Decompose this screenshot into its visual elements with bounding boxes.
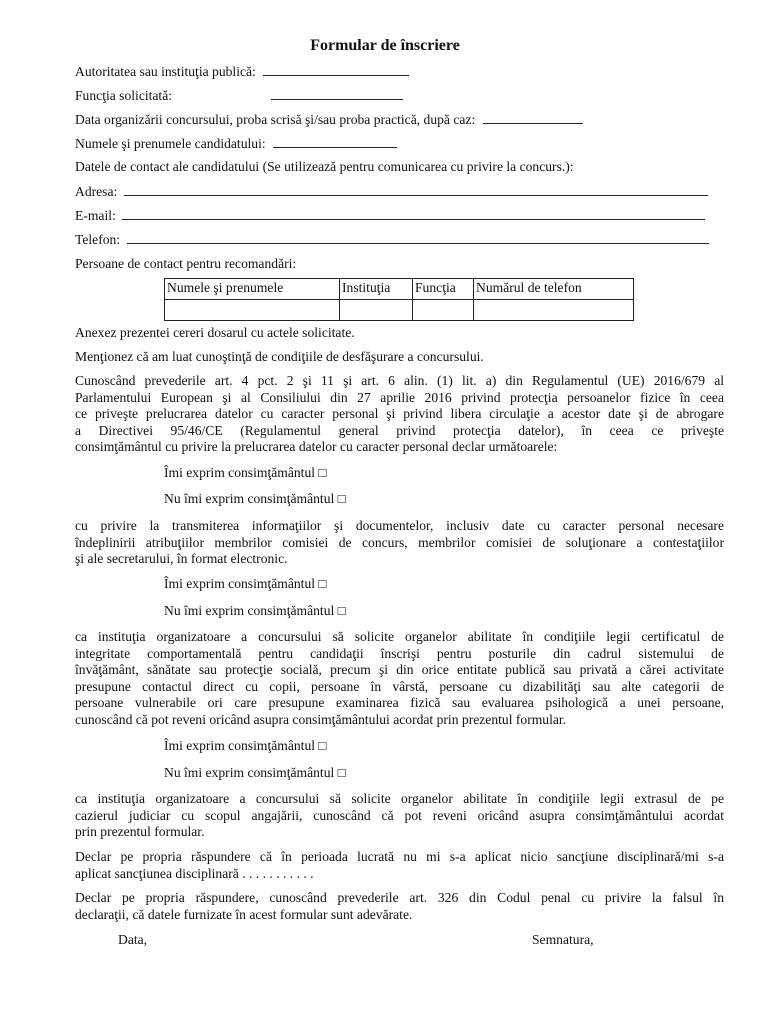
discipline-paragraph — [75, 849, 724, 882]
date-label: Data, — [118, 932, 148, 947]
paragraph-line: îndeplinirii atribuţiilor membrilor comisiei de concurs, membrilor comisiei de soluţionare a contestaţiilor — [75, 534, 724, 550]
annex-statement: Anexez prezentei cereri dosarul cu actele solicitate. — [75, 325, 355, 340]
phone-row — [75, 231, 709, 249]
table-cell-name[interactable] — [165, 300, 340, 321]
position-blank[interactable] — [271, 87, 403, 100]
candidate-name-row — [75, 135, 397, 153]
candidate-name-label: Numele şi prenumele candidatului: — [75, 136, 266, 151]
paragraph-line: Cunoscând prevederile art. 4 pct. 2 şi 11 şi art. 6 alin. (1) lit. a) din Regulamentul (UE) 2016/679 al — [75, 373, 724, 388]
exam-date-blank[interactable] — [483, 111, 583, 124]
paragraph-line: Parlamentului European şi al Consiliului din 27 aprilie 2016 privind protecţia persoanelor fizice în ceea — [75, 389, 724, 405]
paragraph-line: declaraţii, că datele furnizate în acest formular sunt adevărate. — [75, 906, 413, 922]
paragraph-line: persoane vulnerabile ori care presupune examinarea fizică sau evaluarea psihologică a unei persoane, — [75, 695, 724, 710]
consent-agree-3[interactable]: Îmi exprim consimţământul □ — [164, 738, 327, 753]
address-row — [75, 183, 708, 201]
paragraph-line: a Directivei 95/46/CE (Regulamentul general privind protecţia datelor), în ceea ce priveşte — [75, 422, 724, 438]
table-header-phone: Numărul de telefon — [474, 279, 634, 300]
authority-row — [75, 63, 409, 81]
references-label: Persoane de contact pentru recomandări: — [75, 256, 297, 271]
position-label: Funcţia solicitată: — [75, 88, 173, 103]
table-cell-function[interactable] — [413, 300, 474, 321]
criminal-record-paragraph — [75, 791, 724, 841]
gdpr-paragraph — [75, 373, 724, 456]
paragraph-line: integritate comportamentală pentru candidaţii înscrişi pentru posturile din cadrul sistemului de — [75, 645, 724, 661]
email-blank[interactable] — [122, 207, 705, 220]
table-cell-institution[interactable] — [340, 300, 413, 321]
table-header-function: Funcţia — [413, 279, 474, 300]
acknowledge-statement: Menţionez că am luat cunoştinţă de condiţiile de desfăşurare a concursului. — [75, 349, 484, 364]
paragraph-line: presupune contactul direct cu copii, persoane în vârstă, persoane cu dizabilităţi sau alte categorii de — [75, 678, 724, 694]
transmission-paragraph — [75, 518, 724, 568]
paragraph-line: consimţământul cu privire la prelucrarea datelor cu caracter personal declar următoarele: — [75, 439, 558, 454]
contact-intro: Datele de contact ale candidatului (Se utilizează pentru comunicarea cu privire la concurs.): — [75, 159, 574, 174]
authority-blank[interactable] — [263, 63, 409, 76]
phone-blank[interactable] — [127, 231, 709, 244]
paragraph-line: învăţământ, sănătate sau protecţie socială, precum şi din orice entitate publică sau privată a cărei activitate — [75, 662, 724, 677]
email-row — [75, 207, 705, 225]
email-label: E-mail: — [75, 208, 116, 223]
table-row — [165, 300, 634, 321]
paragraph-line: cunoscând că pot reveni oricând asupra consimţământului acordat prin prezentul formular. — [75, 711, 567, 727]
candidate-name-blank[interactable] — [273, 135, 397, 148]
references-table — [164, 278, 634, 321]
table-header-name: Numele şi prenumele — [165, 279, 340, 300]
exam-date-row — [75, 111, 583, 129]
consent-agree-1[interactable]: Îmi exprim consimţământul □ — [164, 465, 327, 480]
integrity-paragraph — [75, 629, 724, 728]
paragraph-line: ce priveşte prelucrarea datelor cu caracter personal şi privind libera circulaţie a acestor date şi de abrogare — [75, 406, 724, 421]
address-label: Adresa: — [75, 184, 118, 199]
table-header-institution: Instituţia — [340, 279, 413, 300]
consent-disagree-2[interactable]: Nu îmi exprim consimţământul □ — [164, 603, 346, 618]
table-cell-phone[interactable] — [474, 300, 634, 321]
truth-paragraph — [75, 890, 724, 923]
consent-disagree-3[interactable]: Nu îmi exprim consimţământul □ — [164, 765, 346, 780]
paragraph-line: ca instituţia organizatoare a concursului să solicite organelor abilitate în condiţiile legii extrasul de pe — [75, 791, 724, 806]
form-title: Formular de înscriere — [310, 37, 460, 54]
address-blank[interactable] — [124, 183, 708, 196]
consent-agree-2[interactable]: Îmi exprim consimţământul □ — [164, 576, 327, 591]
paragraph-line: Declar pe propria răspundere, cunoscând prevederile art. 326 din Codul penal cu privire la falsul în — [75, 890, 724, 905]
position-row — [75, 87, 403, 105]
phone-label: Telefon: — [75, 232, 121, 247]
paragraph-line: Declar pe propria răspundere că în perioada lucrată nu mi s-a aplicat nicio sancţiune disciplinară/mi s-a — [75, 849, 724, 864]
consent-disagree-1[interactable]: Nu îmi exprim consimţământul □ — [164, 491, 346, 506]
authority-label: Autoritatea sau instituţia publică: — [75, 64, 256, 79]
paragraph-line: ca instituţia organizatoare a concursului să solicite organelor abilitate în condiţiile legii certificatul de — [75, 629, 724, 644]
paragraph-line: cu privire la transmiterea informaţiilor şi documentelor, inclusiv date cu caracter personal necesare — [75, 518, 724, 533]
paragraph-line: şi ale secretarului, în format electronic. — [75, 551, 288, 566]
paragraph-line: cazierul judiciar cu scopul angajării, cunoscând că pot reveni oricând asupra consimţământului acordat — [75, 807, 724, 823]
table-header-row — [165, 279, 634, 300]
paragraph-line: aplicat sancţiunea disciplinară . . . . . . . . . . . — [75, 865, 314, 881]
paragraph-line: prin prezentul formular. — [75, 824, 205, 839]
signature-label: Semnatura, — [532, 932, 594, 947]
exam-date-label: Data organizării concursului, proba scrisă şi/sau proba practică, după caz: — [75, 112, 476, 127]
